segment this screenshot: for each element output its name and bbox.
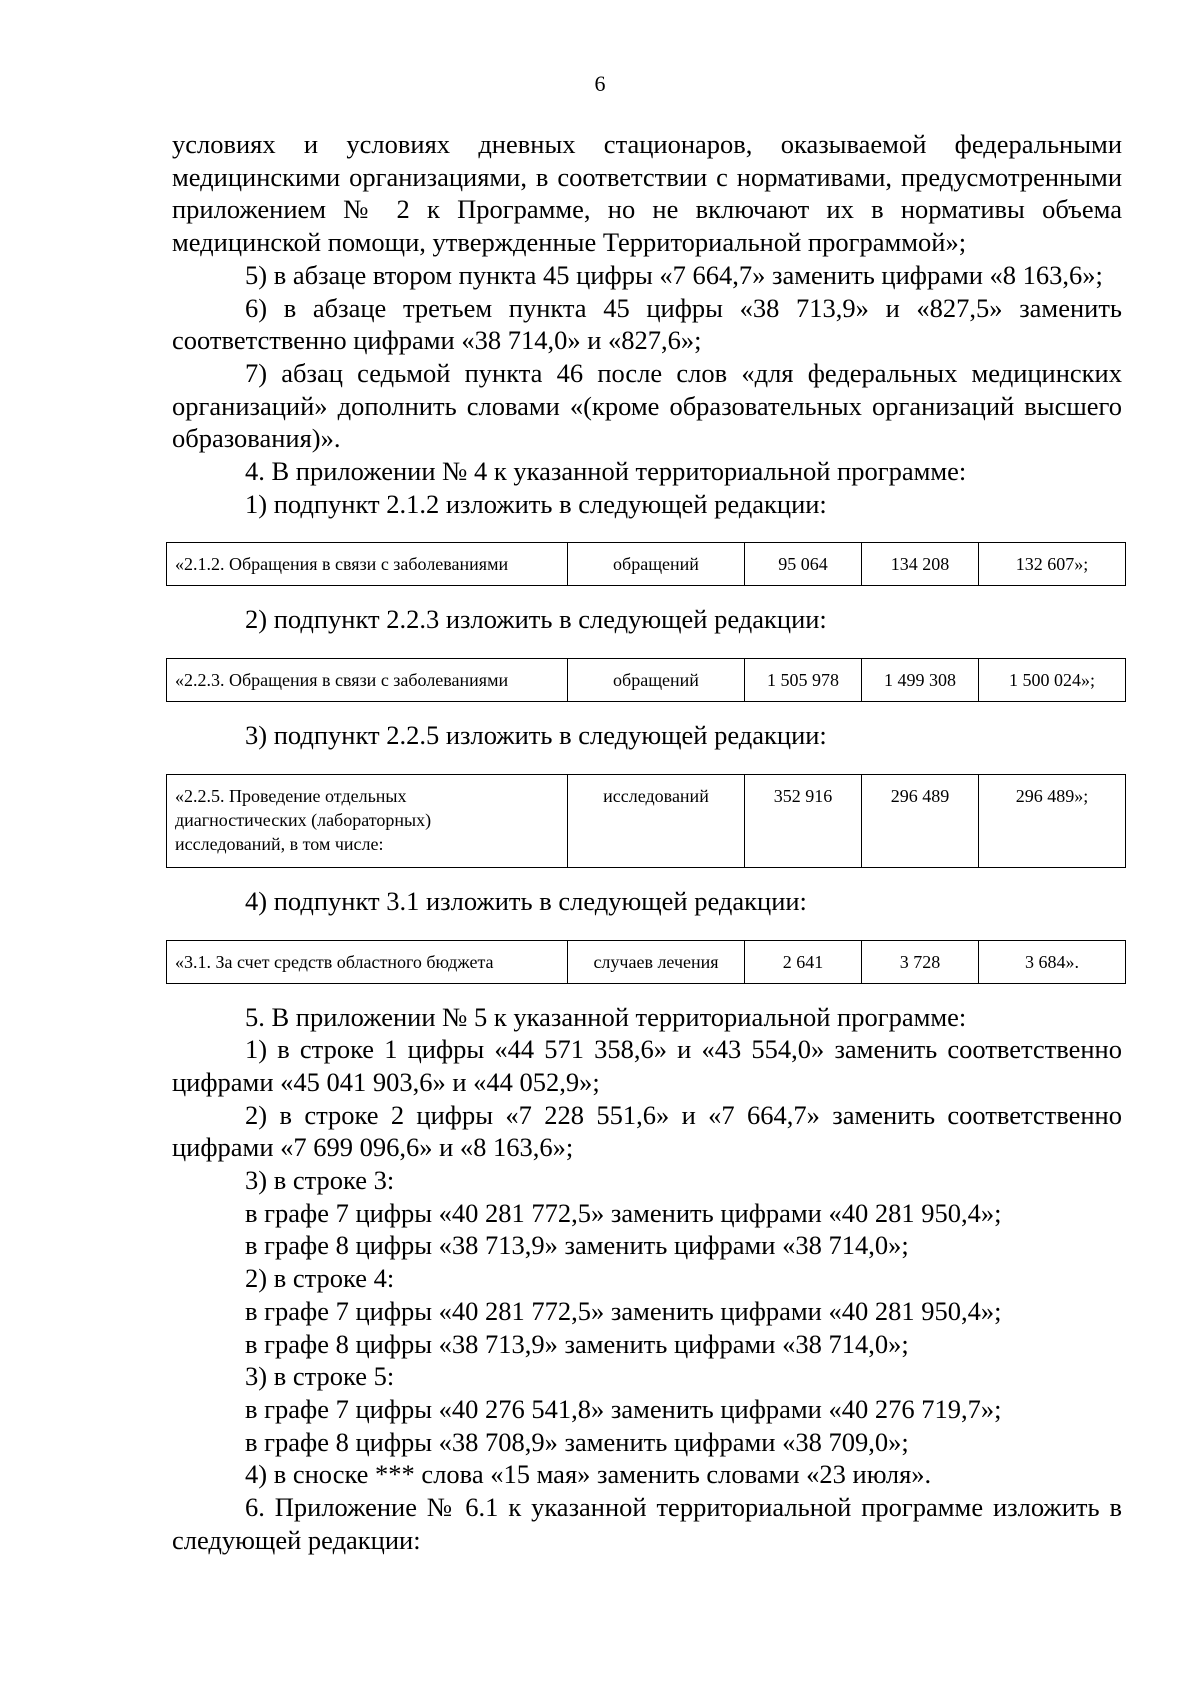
section-4-item-3: 3) подпункт 2.2.5 изложить в следующей редакции: — [245, 720, 827, 751]
document-body — [172, 128, 1122, 1557]
table-cell-value-3: 1 500 024»; — [979, 659, 1126, 702]
table-cell-value-1: 95 064 — [745, 543, 862, 586]
section-5-heading: 5. В приложении № 5 к указанной территориальной программе: — [245, 1001, 967, 1032]
section-4-item-1: 1) подпункт 2.1.2 изложить в следующей редакции: — [245, 488, 827, 519]
table-cell-name-line: «2.2.5. Проведение отдельных — [175, 785, 407, 806]
table-row — [167, 774, 1126, 867]
section-5-item-3-column-7: в графе 7 цифры «40 281 772,5» заменить цифрами «40 281 950,4»; — [245, 1197, 1002, 1228]
table-cell-value-3: 296 489»; — [979, 774, 1126, 867]
table-cell-value-2: 296 489 — [862, 774, 979, 867]
section-5-item-5-column-8: в графе 8 цифры «38 708,9» заменить цифрами «38 709,0»; — [245, 1426, 909, 1457]
table-cell-unit: случаев лечения — [568, 940, 745, 983]
table-row — [167, 940, 1126, 983]
table-subitem-2-2-5 — [166, 774, 1126, 868]
table-cell-unit: исследований — [568, 774, 745, 867]
section-5-item-3-column-8: в графе 8 цифры «38 713,9» заменить цифрами «38 714,0»; — [245, 1230, 909, 1261]
section-6-heading: 6. Приложение № 6.1 к указанной территориальной программе изложить в следующей редакции: — [172, 1492, 1122, 1555]
section-5-item-4-column-8: в графе 8 цифры «38 713,9» заменить цифрами «38 714,0»; — [245, 1328, 909, 1359]
section-4-item-2: 2) подпункт 2.2.3 изложить в следующей редакции: — [245, 604, 827, 635]
table-cell-name-line: диагностических (лабораторных) — [175, 809, 432, 830]
section-5-item-1: 1) в строке 1 цифры «44 571 358,6» и «43 554,0» заменить соответственно цифрами «45 041 903,6» и «44 052,9»; — [172, 1034, 1122, 1097]
table-cell-value-1: 2 641 — [745, 940, 862, 983]
table-cell-value-3: 3 684». — [979, 940, 1126, 983]
table-cell-value-3: 132 607»; — [979, 543, 1126, 586]
table-cell-value-1: 1 505 978 — [745, 659, 862, 702]
table-subitem-3-1 — [166, 940, 1126, 984]
table-cell-value-2: 134 208 — [862, 543, 979, 586]
table-cell-value-2: 1 499 308 — [862, 659, 979, 702]
list-item-5: 5) в абзаце втором пункта 45 цифры «7 664,7» заменить цифрами «8 163,6»; — [245, 259, 1103, 290]
table-row — [167, 543, 1126, 586]
paragraph-continuation: условиях и условиях дневных стационаров, оказываемой федеральными медицинскими организациями, в соответствии с нормативами, предусмотренными приложением № 2 к Программе, но не включают их в нормативы объема медицинской помощи, утвержденные Территориальной программой»; — [172, 129, 1122, 258]
table-cell-name: «2.1.2. Обращения в связи с заболеваниями — [167, 543, 568, 586]
table-cell-unit: обращений — [568, 659, 745, 702]
table-cell-unit: обращений — [568, 543, 745, 586]
section-5-item-2: 2) в строке 2 цифры «7 228 551,6» и «7 664,7» заменить соответственно цифрами «7 699 096,6» и «8 163,6»; — [172, 1099, 1122, 1163]
section-4-heading: 4. В приложении № 4 к указанной территориальной программе: — [245, 456, 967, 487]
table-subitem-2-1-2 — [166, 542, 1126, 586]
section-5-item-4-column-7: в графе 7 цифры «40 281 772,5» заменить цифрами «40 281 950,4»; — [245, 1295, 1002, 1326]
table-cell-name: «2.2.3. Обращения в связи с заболеваниями — [167, 659, 568, 702]
table-cell-value-1: 352 916 — [745, 774, 862, 867]
table-cell-name — [167, 774, 568, 867]
section-5-item-footnote: 4) в сноске *** слова «15 мая» заменить словами «23 июля». — [245, 1459, 932, 1490]
page-number: 6 — [594, 71, 606, 96]
table-row — [167, 659, 1126, 702]
section-5-item-5-column-7: в графе 7 цифры «40 276 541,8» заменить цифрами «40 276 719,7»; — [245, 1393, 1002, 1424]
section-5-item-5: 3) в строке 5: — [245, 1361, 395, 1392]
section-5-item-4: 2) в строке 4: — [245, 1263, 395, 1294]
table-subitem-2-2-3 — [166, 658, 1126, 702]
list-item-6: 6) в абзаце третьем пункта 45 цифры «38 713,9» и «827,5» заменить соответственно цифрами «38 714,0» и «827,6»; — [172, 292, 1122, 356]
table-cell-value-2: 3 728 — [862, 940, 979, 983]
section-5-item-3: 3) в строке 3: — [245, 1165, 395, 1196]
table-cell-name: «3.1. За счет средств областного бюджета — [167, 940, 568, 983]
list-item-7: 7) абзац седьмой пункта 46 после слов «для федеральных медицинских организаций» дополнить словами «(кроме образовательных организаций высшего образования)». — [172, 357, 1122, 454]
table-cell-name-line: исследований, в том числе: — [175, 833, 384, 854]
section-4-item-4: 4) подпункт 3.1 изложить в следующей редакции: — [245, 885, 807, 916]
